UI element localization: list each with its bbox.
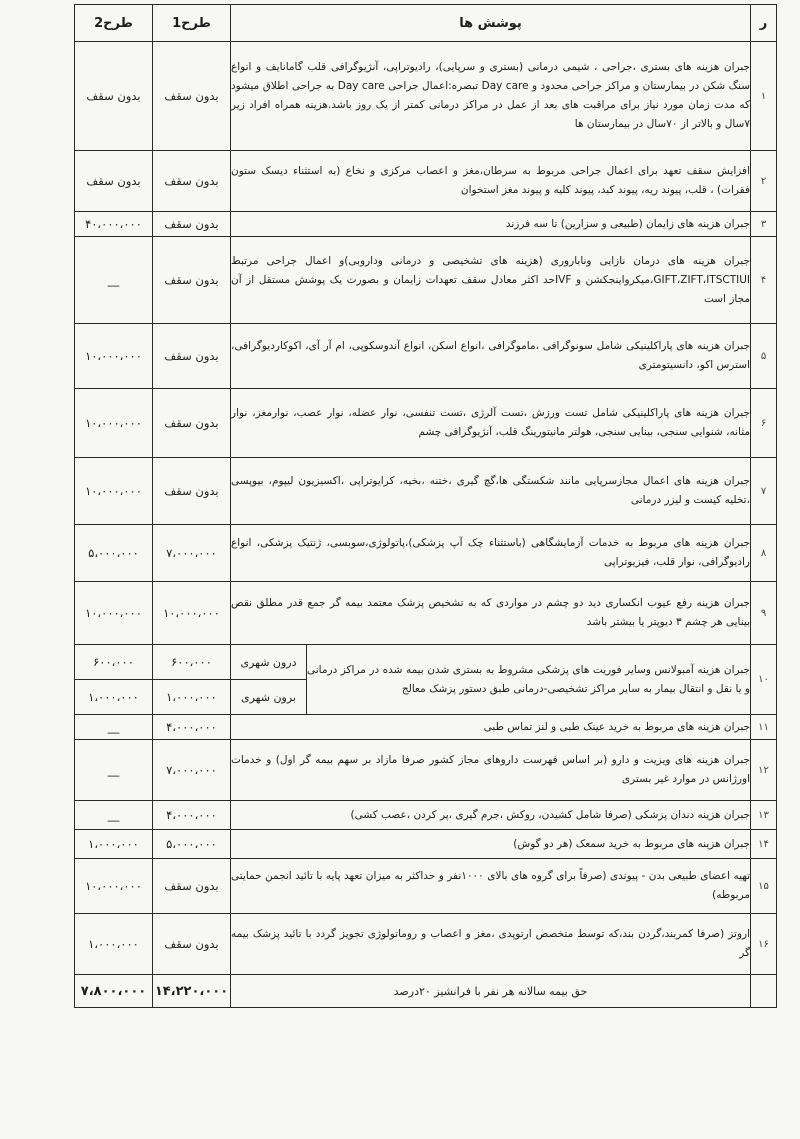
coverage-description: جبران هزینه های بستری ،جراحی ، شیمی درمانی (بستری و سرپایی)، رادیوتراپی، آنژیوگرافی قلب گامانایف و انواع سنگ شکن در بیمارستان و مراکز جراحی محدود و Day care تبصره:اعمال جراحی Day care به جراحی اطلاق میشود که مدت زمان مورد نیاز برای مراقبت های بعد از عمل در مراکز درمانی کمتر از یک روز باشد.هزینه همراه افراد زیر ۷سال و بالاتر از ۷۰سال در بیمارستان ها xyxy=(231,42,751,151)
table-row xyxy=(75,582,777,645)
plan1-value: ۱۰،۰۰۰،۰۰۰ xyxy=(153,582,231,645)
coverage-table xyxy=(74,4,777,1008)
plan2-value: ۴۰،۰۰۰،۰۰۰ xyxy=(75,212,153,237)
plan1-value: بدون سقف xyxy=(153,151,231,212)
plan2-value: __ xyxy=(75,740,153,801)
row-number: ۸ xyxy=(751,525,777,582)
plan2-value: ۱۰،۰۰۰،۰۰۰ xyxy=(75,859,153,914)
plan1-premium: ۱۴،۲۲۰،۰۰۰ xyxy=(153,975,231,1008)
header-coverage: پوشش ها xyxy=(231,5,751,42)
coverage-description: جبران هزینه های درمان نازایی وناباروری (هزینه های تشخیصی و درمانی وداروبی)و اعمال جراحی مرتبط GIFT،ZIFT،ITSCTIUI،میکرواینجکشن و IVFحد اکثر معادل سقف تعهدات زایمان و بصورت یک پوشش مستقل از آن مجاز است xyxy=(231,237,751,324)
plan1-value: بدون سقف xyxy=(153,859,231,914)
plan2-value: بدون سقف xyxy=(75,42,153,151)
coverage-description: اروتز (صرفا کمربند،گردن بند،که توسط متخصص ارتوپدی ،مغز و اعصاب و روماتولوژی تجویز گردد با تائید پزشک بیمه گر xyxy=(231,914,751,975)
table-row xyxy=(75,525,777,582)
row-number: ۱۶ xyxy=(751,914,777,975)
coverage-description: جبران هزینه رفع عیوب انکساری دید دو چشم در مواردی که به تشخیص پزشک معتمد بیمه گر جمع قدر مطلق نقص بینایی هر چشم ۳ دیوپتر یا بیشتر باشد xyxy=(231,582,751,645)
row-number: ۶ xyxy=(751,389,777,458)
plan2-value: بدون سقف xyxy=(75,151,153,212)
row-number: ۱۵ xyxy=(751,859,777,914)
plan2-value: __ xyxy=(75,237,153,324)
table-row xyxy=(75,914,777,975)
header-num: ر xyxy=(751,5,777,42)
coverage-description: جبران هزینه های پاراکلینیکی شامل تست ورزش ،تست آلرژی ،تست تنفسی، نوار عضله، نوار عصب، نوارمغز، نوار مثانه، شنوایی سنجی، بینایی سنجی، هولتر مانیتورینگ قلب، آنژیوگرافی چشم xyxy=(231,389,751,458)
row-number: ۱۰ xyxy=(751,645,777,715)
plan1-value: ۷،۰۰۰،۰۰۰ xyxy=(153,525,231,582)
row-number: ۵ xyxy=(751,324,777,389)
plan1-value: ۶۰۰،۰۰۰ xyxy=(153,645,231,680)
plan2-value: ۱،۰۰۰،۰۰۰ xyxy=(75,680,153,715)
coverage-description: جبران هزینه های ویزیت و دارو (بر اساس فهرست داروهای مجاز کشور صرفا مازاد بر سهم بیمه گر اول) و خدمات اورژانس در موارد غیر بستری xyxy=(231,740,751,801)
plan2-value: ۱،۰۰۰،۰۰۰ xyxy=(75,830,153,859)
insurance-coverage-sheet xyxy=(74,4,776,1008)
coverage-description: جبران هزینه های مربوط به خدمات آزمایشگاهی (باستثناء چک آپ پزشکی)،پاتولوژی،سوبسی، ژنتیک پزشکی، انواع رادیوگرافی، نوار قلب، فیزیوتراپی xyxy=(231,525,751,582)
plan1-value: ۴،۰۰۰،۰۰۰ xyxy=(153,715,231,740)
plan2-value: ۵،۰۰۰،۰۰۰ xyxy=(75,525,153,582)
plan1-value: ۵،۰۰۰،۰۰۰ xyxy=(153,830,231,859)
plan1-value: ۱،۰۰۰،۰۰۰ xyxy=(153,680,231,715)
plan2-value: __ xyxy=(75,801,153,830)
plan1-value: بدون سقف xyxy=(153,458,231,525)
plan1-value: بدون سقف xyxy=(153,324,231,389)
coverage-description: تهیه اعضای طبیعی بدن - پیوندی (صرفاً برای گروه های بالای ۱۰۰۰نفر و حداکثر به میزان تعهد پایه با تائید انجمن حمایتی مربوطه) xyxy=(231,859,751,914)
plan2-value: __ xyxy=(75,715,153,740)
header-plan2: طرح2 xyxy=(75,5,153,42)
table-row xyxy=(75,645,777,680)
plan1-value: بدون سقف xyxy=(153,389,231,458)
coverage-description: افزایش سقف تعهد برای اعمال جراحی مربوط به سرطان،مغز و اعصاب مرکزی و نخاع (به استثناء دیسک ستون فقرات) ، قلب، پیوند ریه، پیوند کبد، پیوند کلیه و پیوند مغز استخوان xyxy=(231,151,751,212)
inter-city-label: برون شهری xyxy=(231,680,307,715)
row-number: ۴ xyxy=(751,237,777,324)
plan1-value: بدون سقف xyxy=(153,212,231,237)
total-row xyxy=(75,975,777,1008)
coverage-description: جبران هزینه های مربوط به خرید عینک طبی و لنز تماس طبی xyxy=(231,715,751,740)
row-number: ۱۱ xyxy=(751,715,777,740)
plan1-value: ۷،۰۰۰،۰۰۰ xyxy=(153,740,231,801)
table-row xyxy=(75,830,777,859)
plan2-value: ۱،۰۰۰،۰۰۰ xyxy=(75,914,153,975)
table-row xyxy=(75,42,777,151)
plan2-value: ۱۰،۰۰۰،۰۰۰ xyxy=(75,324,153,389)
plan2-value: ۶۰۰،۰۰۰ xyxy=(75,645,153,680)
table-row xyxy=(75,151,777,212)
coverage-description: جبران هزینه های زایمان (طبیعی و سزارین) تا سه فرزند xyxy=(231,212,751,237)
coverage-description: جبران هزینه های مربوط به خرید سمعک (هر دو گوش) xyxy=(231,830,751,859)
coverage-description: جبران هزینه های پاراکلینیکی شامل سونوگرافی ،ماموگرافی ،انواع اسکن، انواع آندوسکوپی، ام آر آی، اکوکاردیوگرافی، استرس اکو، دانسیتومتری xyxy=(231,324,751,389)
plan1-value: بدون سقف xyxy=(153,237,231,324)
header-plan1: طرح1 xyxy=(153,5,231,42)
coverage-description: جبران هزینه های اعمال مجازسرپایی مانند شکستگی ها،گچ گیری ،ختنه ،بخیه، کرایوتراپی ،اکسیزیون لیپوم، بیوپسی ،تخلیه کیست و لیزر درمانی xyxy=(231,458,751,525)
plan2-value: ۱۰،۰۰۰،۰۰۰ xyxy=(75,582,153,645)
row-number: ۷ xyxy=(751,458,777,525)
row-number: ۹ xyxy=(751,582,777,645)
plan1-value: ۴،۰۰۰،۰۰۰ xyxy=(153,801,231,830)
table-row xyxy=(75,801,777,830)
table-row xyxy=(75,389,777,458)
table-row xyxy=(75,859,777,914)
row-number: ۱۳ xyxy=(751,801,777,830)
plan1-value: بدون سقف xyxy=(153,42,231,151)
intra-city-label: درون شهری xyxy=(231,645,307,680)
row-number: ۱۲ xyxy=(751,740,777,801)
table-row xyxy=(75,324,777,389)
row-number-empty xyxy=(751,975,777,1008)
header-row xyxy=(75,5,777,42)
table-row xyxy=(75,458,777,525)
coverage-description: جبران هزینه آمبولانس وسایر فوریت های پزشکی مشروط به بستری شدن بیمه شده در مراکز درمانی و یا نقل و انتقال بیمار به سایر مراکز تشخیصی-درمانی طبق دستور پزشک معالج xyxy=(307,645,751,715)
annual-premium-label: حق بیمه سالانه هر نفر با فرانشیز ۲۰درصد xyxy=(231,975,751,1008)
row-number: ۲ xyxy=(751,151,777,212)
plan2-premium: ۷،۸۰۰،۰۰۰ xyxy=(75,975,153,1008)
plan1-value: بدون سقف xyxy=(153,914,231,975)
coverage-description: جبران هزینه دندان پزشکی (صرفا شامل کشیدن، روکش ،جرم گیری ،پر کردن ،عصب کشی) xyxy=(231,801,751,830)
plan2-value: ۱۰،۰۰۰،۰۰۰ xyxy=(75,458,153,525)
row-number: ۱ xyxy=(751,42,777,151)
table-row xyxy=(75,715,777,740)
plan2-value: ۱۰،۰۰۰،۰۰۰ xyxy=(75,389,153,458)
table-row xyxy=(75,212,777,237)
row-number: ۱۴ xyxy=(751,830,777,859)
row-number: ۳ xyxy=(751,212,777,237)
table-row xyxy=(75,237,777,324)
table-row xyxy=(75,740,777,801)
